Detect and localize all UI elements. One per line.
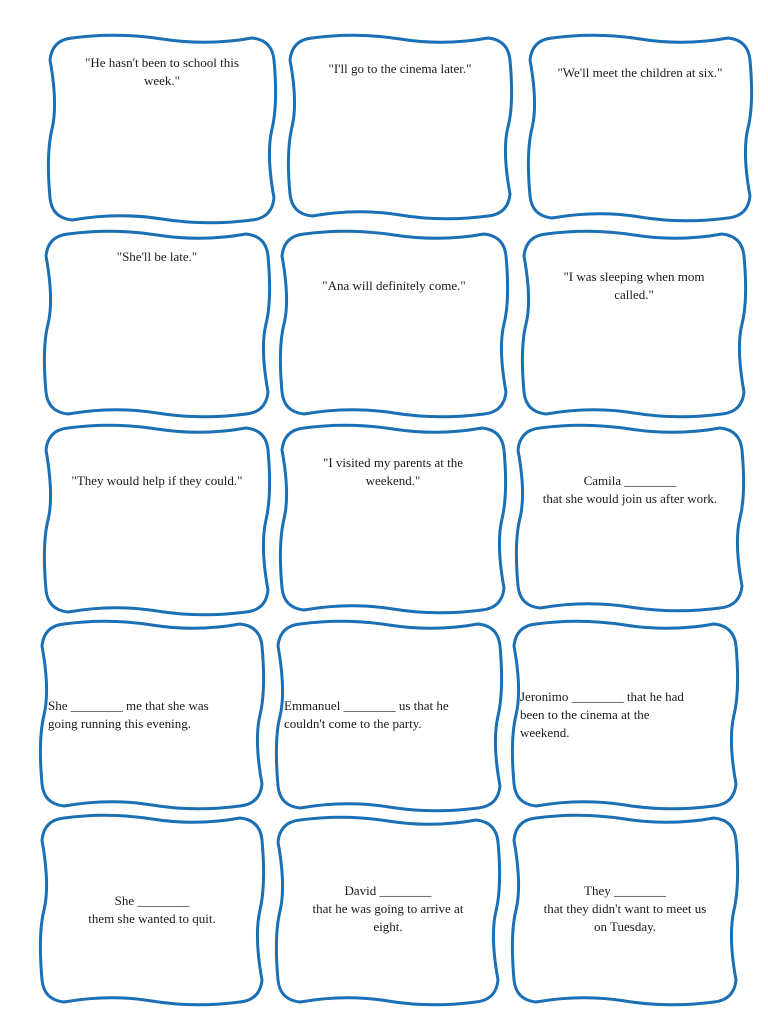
card-text: "He hasn't been to school this week." xyxy=(85,55,239,88)
card-7 xyxy=(42,424,272,616)
card-text: She ________ them she wanted to quit. xyxy=(88,893,216,926)
card-10 xyxy=(38,620,266,810)
card-2 xyxy=(286,34,514,220)
card-text: David ________ that he was going to arrive at eight. xyxy=(312,883,464,934)
card-15 xyxy=(510,814,740,1006)
card-8 xyxy=(278,424,508,614)
card-9 xyxy=(514,424,746,612)
card-text: "They would help if they could." xyxy=(71,473,243,488)
card-text: Camila ________ that she would join us after work. xyxy=(542,473,718,506)
card-11 xyxy=(274,620,504,812)
card-14 xyxy=(274,816,502,1006)
card-3 xyxy=(526,34,754,222)
card-text: "I visited my parents at the weekend." xyxy=(323,455,463,488)
card-6 xyxy=(520,230,748,418)
card-border xyxy=(520,230,748,418)
card-text: "I was sleeping when mom called." xyxy=(563,269,705,302)
card-text: Jeronimo ________ that he had been to the cinema at the weekend. xyxy=(520,689,684,740)
card-text: "She'll be late." xyxy=(116,249,198,264)
card-5 xyxy=(278,230,510,418)
card-1 xyxy=(46,34,278,224)
card-border xyxy=(514,424,746,612)
card-border xyxy=(278,230,510,418)
card-text: They ________ that they didn't want to meet us on Tuesday. xyxy=(543,883,707,934)
card-text: "We'll meet the children at six." xyxy=(557,65,723,80)
card-text: Emmanuel ________ us that he couldn't come to the party. xyxy=(284,698,449,731)
card-border xyxy=(526,34,754,222)
card-border xyxy=(42,424,272,616)
card-12 xyxy=(510,620,740,810)
card-text: "Ana will definitely come." xyxy=(322,278,466,293)
card-13 xyxy=(38,814,266,1006)
card-text: "I'll go to the cinema later." xyxy=(328,61,472,76)
card-border xyxy=(278,424,508,614)
card-text: She ________ me that she was going running this evening. xyxy=(48,698,209,731)
card-4 xyxy=(42,230,272,418)
